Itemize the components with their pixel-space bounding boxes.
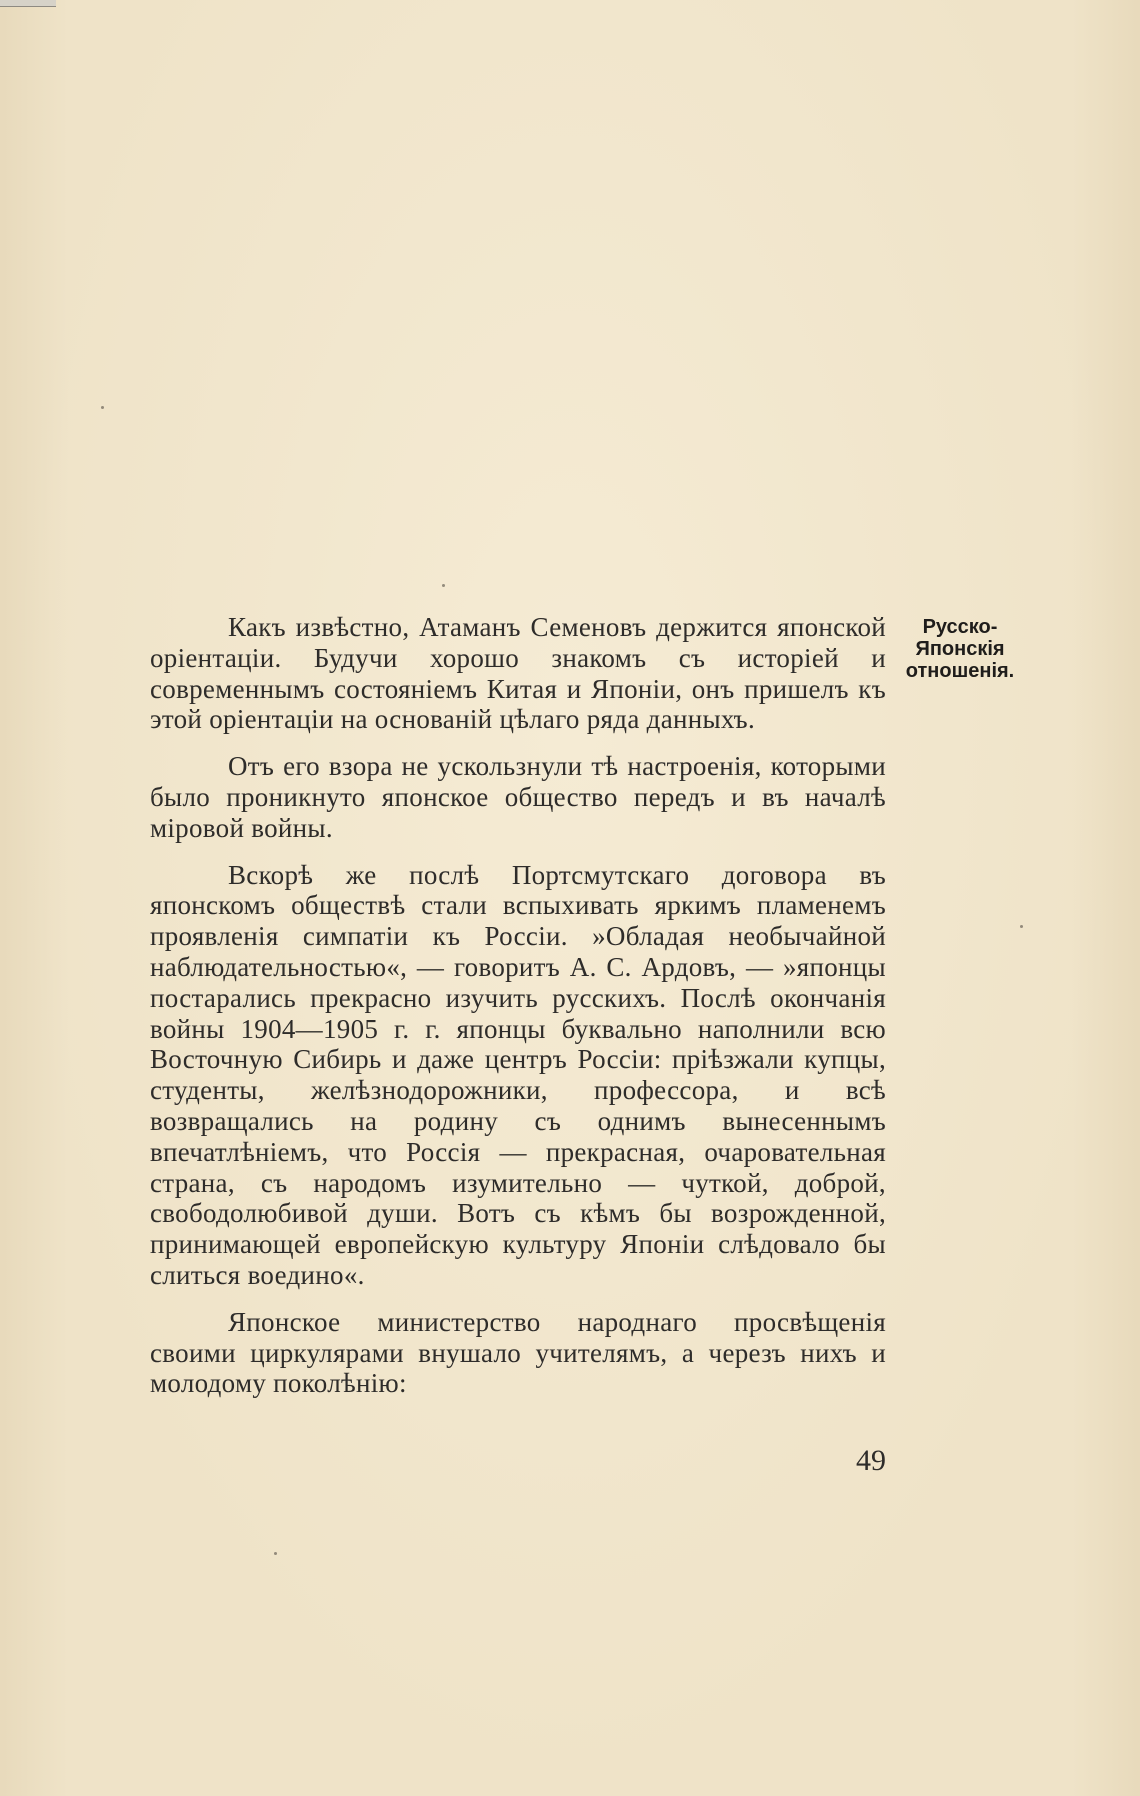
- marginal-note-line: отношенія.: [905, 660, 1015, 682]
- paper-speck: [101, 406, 104, 409]
- page-number: 49: [856, 1444, 886, 1477]
- scan-corner-mark: [0, 0, 56, 7]
- marginal-note-line: Русско-: [922, 616, 998, 638]
- body-text: [150, 612, 886, 1399]
- paragraph: Какъ извѣстно, Атаманъ Семеновъ держится японской оріентаціи. Будучи хорошо знакомъ съ исторіей и современнымъ состояніемъ Китая и Японіи, онъ пришелъ къ этой оріентаціи на основаній цѣлаго ряда данныхъ.: [150, 612, 886, 735]
- paper-speck: [274, 1552, 277, 1555]
- marginal-note-line: Японскія: [915, 638, 1005, 660]
- paragraph: Отъ его взора не ускользнули тѣ настроенія, которыми было проникнуто японское общество передъ и въ началѣ міровой войны.: [150, 751, 886, 843]
- marginal-note: [890, 616, 1030, 682]
- paragraph: Вскорѣ же послѣ Портсмутскаго договора въ японскомъ обществѣ стали вспыхивать яркимъ пламенемъ проявленія симпатіи къ Россіи. »Обладая необычайной наблюдательностью«, — говоритъ А. С. Ардовъ, — »японцы постарались прекрасно изучить русскихъ. Послѣ окончанія войны 1904—1905 г. г. японцы буквально наполнили всю Восточную Сибирь и даже центръ Россіи: пріѣзжали купцы, студенты, желѣзнодорожники, профессора, и всѣ возвращались на родину съ однимъ вынесеннымъ впечатлѣніемъ, что Россія — прекрасная, очаровательная страна, съ народомъ изумительно — чуткой, доброй, свободолюбивой души. Вотъ съ кѣмъ бы возрожденной, принимающей европейскую культуру Японіи слѣдовало бы слиться воедино«.: [150, 859, 886, 1290]
- paragraph: Японское министерство народнаго просвѣщенія своими циркулярами внушало учителямъ, а черезъ нихъ и молодому поколѣнію:: [150, 1306, 886, 1399]
- paper-speck: [1020, 925, 1023, 928]
- paper-speck: [442, 584, 445, 587]
